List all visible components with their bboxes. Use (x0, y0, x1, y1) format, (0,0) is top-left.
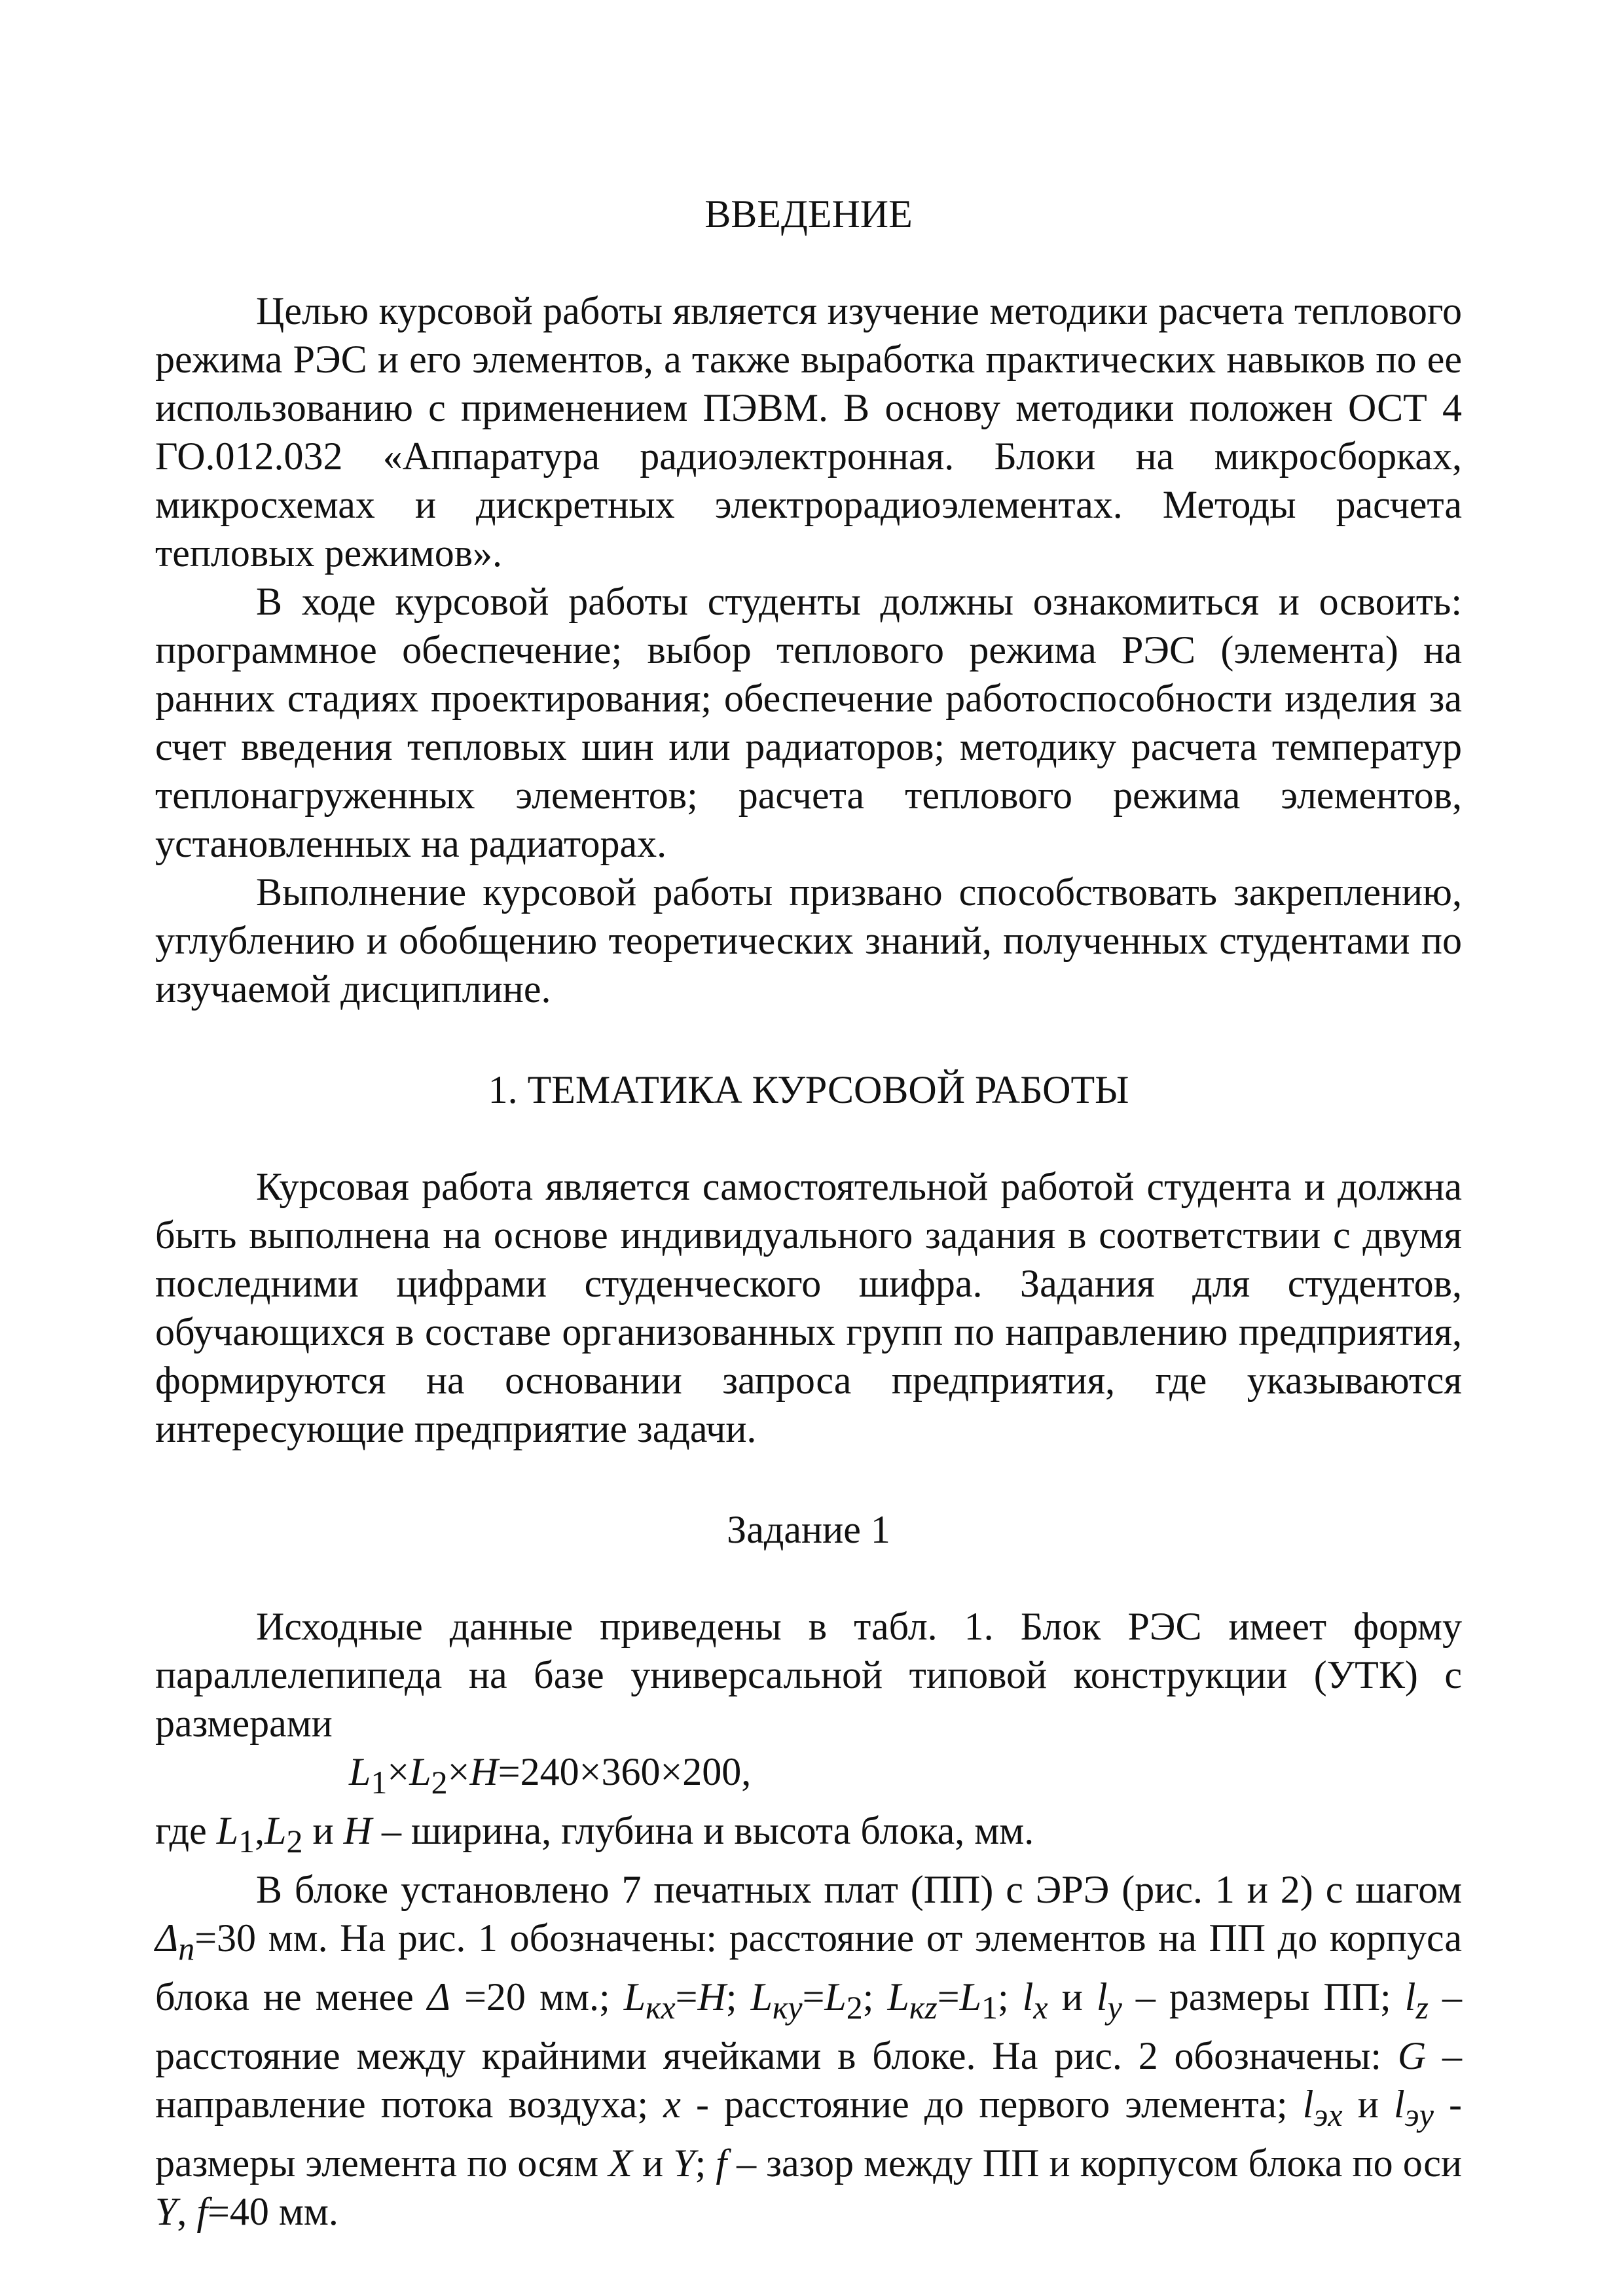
document-body (155, 190, 1462, 2236)
intro-title: ВВЕДЕНИЕ (704, 192, 913, 236)
task1-title: Задание 1 (727, 1508, 890, 1551)
intro-paragraph-3: Выполнение курсовой работы призвано способствовать закреплению, углублению и обобщению теоретических знаний, полученных студентами по изучаемой дисциплине. (155, 870, 1462, 1011)
section1-paragraph-1: Курсовая работа является самостоятельной работой студента и должна быть выполнена на основе индивидуального задания в соответствии с двумя последними цифрами студенческого шифра. Задания для студентов, обучающихся в составе организованных групп по направлению предприятия, формируются на основании запроса предприятия, где указываются интересующие предприятие задачи. (155, 1165, 1462, 1450)
task1-paragraph-3: В блоке установлено 7 печатных плат (ПП) с ЭРЭ (рис. 1 и 2) с шагом $\Delta_п=30$ мм. На рис. 1 обозначены: расстояние от элементов на ПП до корпуса блока не менее Δ =20 мм.; $L_{кx}=H$; $L_{кy}=L_2$; $L_{кz}=L_1$; $l_x$ и $l_y$ – размеры ПП; $l_z$ – расстояние между крайними ячейками в блоке. На рис. 2 обозначены: G – направление потока воздуха; x - расстояние до первого элемента; $l_{эx}$ и $l_{эy}$ - размеры элемента по осям X и Y; f – зазор между ПП и корпусом блока по оси Y, f=40 мм. (155, 1868, 1463, 2233)
intro-paragraph-2: В ходе курсовой работы студенты должны ознакомиться и освоить: программное обеспечение; выбор теплового режима РЭС (элемента) на ранних стадиях проектирования; обеспечение работоспособности изделия за счет введения тепловых шин или радиаторов; методику расчета температур теплонагруженных элементов; расчета теплового режима элементов, установленных на радиаторах. (155, 580, 1462, 865)
section1-title: 1. ТЕМАТИКА КУРСОВОЙ РАБОТЫ (488, 1068, 1129, 1111)
task1-paragraph-1: Исходные данные приведены в табл. 1. Блок РЭС имеет форму параллелепипеда на базе универсальной типовой конструкции (УТК) с размерами (155, 1605, 1462, 1745)
formula-legend: где $L_1,L_2$ и H – ширина, глубина и высота блока, мм. (155, 1809, 1034, 1859)
dimension-formula: $L_1\times L_2\times H=240\times 360\times 200$, (349, 1750, 752, 1801)
intro-paragraph-1: Целью курсовой работы является изучение методики расчета теплового режима РЭС и его элементов, а также выработка практических навыков по ее использованию с применением ПЭВМ. В основу методики положен ОСТ 4 ГО.012.032 «Аппаратура радиоэлектронная. Блоки на микросборках, микросхемах и дискретных электрорадиоэлементах. Методы расчета тепловых режимов». (155, 289, 1462, 575)
